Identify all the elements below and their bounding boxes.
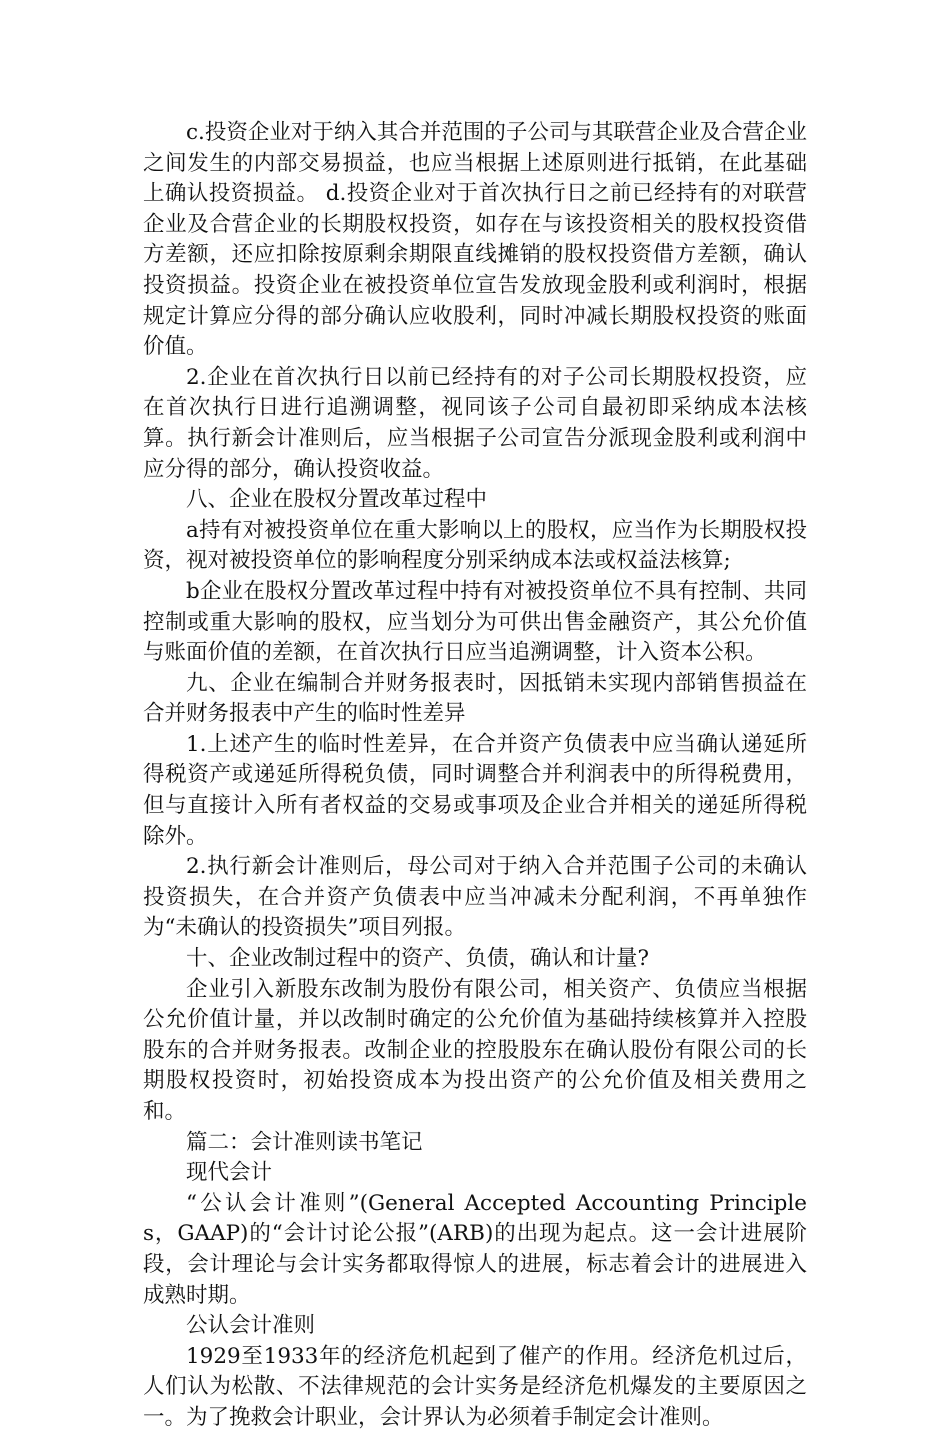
paragraph-ten-body: 企业引入新股东改制为股份有限公司，相关资产、负债应当根据公允价值计量，并以改制时确定的公允价值为基础持续核算并入控股股东的合并财务报表。改制企业的控股股东在确认股份有限公司的长期股权投资时，初始投资成本为投出资产的公允价值及相关费用之和。 [143, 976, 807, 1124]
section-heading-nine: 九、企业在编制合并财务报表时，因抵销未实现内部销售损益在合并财务报表中产生的临时性差异 [143, 670, 807, 727]
paragraph-equity-method-adjustments: c.投资企业对于纳入其合并范围的子公司与其联营企业及合营企业之间发生的内部交易损益，也应当根据上述原则进行抵销，在此基础上确认投资损益。 d.投资企业对于首次执行日之前已经持有的对联营企业及合营企业的长期股权投资，如存在与该投资相关的股权投资借方差额，还应扣除按原剩余期限直线摊销的股权投资借方差额，确认投资损益。投资企业在被投资单位宣告发放现金股利或利润时，根据规定计算应分得的部分确认应收股利，同时冲减长期股权投资的账面价值。 [143, 120, 807, 360]
subheading-modern-accounting: 现代会计 [186, 1160, 273, 1186]
paragraph-subsidiary-retrospective: 2.企业在首次执行日以前已经持有的对子公司长期股权投资，应在首次执行日进行追溯调整，视同该子公司自最初即采纳成本法核算。执行新会计准则后，应当根据子公司宣告分派现金股利或利润中应分得的部分，确认投资收益。 [143, 364, 807, 482]
paragraph-nine-1: 1.上述产生的临时性差异，在合并资产负债表中应当确认递延所得税资产或递延所得税负债，同时调整合并利润表中的所得税费用，但与直接计入所有者权益的交易或事项及企业合并相关的递延所得税除外。 [143, 731, 807, 849]
article-heading-part-two: 篇二：会计准则读书笔记 [186, 1129, 423, 1155]
paragraph-item-b: b企业在股权分置改革过程中持有对被投资单位不具有控制、共同控制或重大影响的股权，应当划分为可供出售金融资产，其公允价值与账面价值的差额，在首次执行日应当追溯调整，计入资本公积。 [143, 578, 807, 666]
paragraph-gaap-origin: “公认会计准则”(General Accepted Accounting Principles，GAAP)的“会计讨论公报”(ARB)的出现为起点。这一会计进展阶段，会计理论与会计实务都取得惊人的进展，标志着会计的进展进入成熟时期。 [143, 1190, 807, 1308]
subheading-gaap: 公认会计准则 [186, 1313, 316, 1339]
paragraph-nine-2: 2.执行新会计准则后，母公司对于纳入合并范围子公司的未确认投资损失，在合并资产负债表中应当冲减未分配利润，不再单独作为“未确认的投资损失”项目列报。 [143, 854, 807, 941]
section-heading-eight: 八、企业在股权分置改革过程中 [186, 487, 488, 513]
paragraph-item-a: a持有对被投资单位在重大影响以上的股权，应当作为长期股权投资，视对被投资单位的影响程度分别采纳成本法或权益法核算; [143, 517, 807, 574]
section-heading-ten: 十、企业改制过程中的资产、负债，确认和计量? [186, 946, 650, 972]
document-page [143, 118, 807, 1434]
paragraph-great-depression: 1929至1933年的经济危机起到了催产的作用。经济危机过后，人们认为松散、不法律规范的会计实务是经济危机爆发的主要原因之一。为了挽救会计职业，会计界认为必须着手制定会计准则。 [143, 1343, 807, 1430]
